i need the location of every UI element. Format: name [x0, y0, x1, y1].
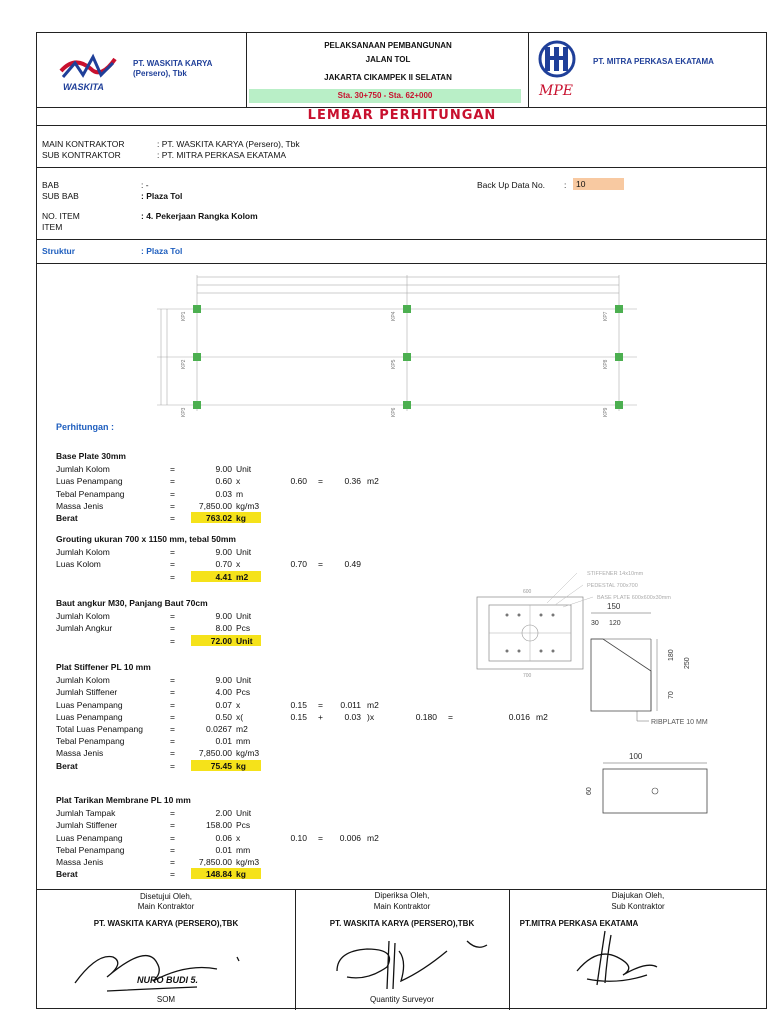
calc-label: Jumlah Stiffener: [56, 820, 118, 831]
calc-result-value: 0.011: [340, 699, 361, 710]
calc-value: 0.180: [415, 711, 437, 722]
perhitungan-label: Perhitungan :: [56, 422, 114, 432]
calc-unit: m2: [367, 476, 379, 487]
column-marker: [403, 353, 411, 361]
calc-value: 0.01: [215, 844, 232, 855]
column-marker: [193, 305, 201, 313]
no-item-value: : 4. Pekerjaan Rangka Kolom: [141, 211, 258, 221]
divider: [37, 263, 767, 264]
calc-label: Jumlah Tampak: [56, 808, 116, 819]
calc-unit: x(: [236, 711, 244, 722]
calc-result-value: 0.016: [508, 711, 530, 722]
dim-180: 180: [668, 649, 675, 661]
dim-600: 600: [523, 589, 532, 595]
calc-unit: m2: [236, 724, 248, 734]
calc-equals: =: [170, 547, 175, 558]
result-value: 4.41: [215, 571, 232, 582]
calc-label: Massa Jenis: [56, 748, 104, 759]
sig-checked-title: Quantity Surveyor: [369, 995, 435, 1004]
signature-approved: [67, 933, 267, 995]
calc-unit: )x: [367, 711, 375, 722]
sub-contractor-value: : PT. MITRA PERKASA EKATAMA: [157, 150, 287, 160]
sheet-title: LEMBAR PERHITUNGAN: [307, 108, 497, 123]
calc-unit: Pcs: [236, 623, 251, 634]
calc-equals: =: [170, 748, 175, 759]
calc-label: Tebal Penampang: [56, 844, 125, 855]
calc-unit: kg/m3: [236, 748, 260, 759]
calc-value: 0.01: [215, 736, 232, 747]
ribplate-label: RIBPLATE 10 MM: [651, 719, 708, 726]
calc-equals: =: [170, 476, 175, 487]
divider: [37, 239, 767, 240]
plan-label: KP4: [391, 311, 397, 321]
waskita-logo: [57, 49, 127, 93]
calc-equals: =: [170, 699, 175, 710]
calc-unit: m2: [536, 711, 548, 722]
calc-operator: =: [318, 559, 323, 570]
result-label: Berat: [56, 760, 78, 771]
sig-checked-sub: Main Kontraktor: [373, 902, 431, 911]
dim-30: 30: [591, 620, 599, 627]
calc-equals: =: [170, 488, 175, 499]
struktur-label: Struktur: [42, 246, 76, 256]
project-line3: JAKARTA CIKAMPEK II SELATAN: [324, 73, 452, 82]
signature-submitted: [557, 927, 667, 989]
dim-60: 60: [586, 787, 593, 795]
column-marker: [193, 353, 201, 361]
calc-value: 9.00: [215, 675, 232, 686]
calc-unit: m2: [367, 699, 379, 710]
backup-colon: :: [564, 180, 567, 190]
calc-value: 0.03: [215, 488, 232, 499]
project-line2: JALAN TOL: [365, 55, 411, 64]
calc-equals: =: [170, 571, 175, 582]
calc-value: 0.15: [290, 711, 307, 722]
calc-equals: =: [170, 832, 175, 843]
calc-label: Jumlah Stiffener: [56, 687, 118, 698]
calc-equals: =: [170, 857, 175, 867]
plan-label: KP8: [603, 359, 609, 369]
plan-label: KP9: [603, 407, 609, 417]
calc-label: Tebal Penampang: [56, 488, 125, 499]
calc-unit: Unit: [236, 675, 252, 686]
sig-submitted-sub: Sub Kontraktor: [611, 902, 665, 911]
calc-result-value: 0.49: [344, 559, 361, 570]
plan-label: KP7: [603, 311, 609, 321]
column-marker: [403, 305, 411, 313]
station-range: Sta. 30+750 - Sta. 62+000: [249, 89, 521, 103]
calc-value: 0.06: [215, 832, 232, 843]
calc-equals: =: [170, 500, 175, 511]
calc-equals: =: [170, 736, 175, 747]
result-unit: Unit: [236, 635, 253, 646]
sig-checked-company: PT. WASKITA KARYA (PERSERO),TBK: [329, 919, 475, 928]
calc-equals: =: [170, 464, 175, 475]
calc-value: 7,850.00: [198, 857, 232, 867]
divider: [37, 167, 767, 168]
calc-operator: =: [318, 476, 323, 487]
dim-70: 70: [668, 691, 675, 699]
calc-equals: =: [170, 760, 175, 771]
plan-label: KP5: [391, 359, 397, 369]
calc-equals: =: [170, 869, 175, 880]
header-center: [247, 33, 529, 107]
dim-150: 150: [607, 602, 621, 611]
divider: [37, 125, 767, 126]
calc-equals: =: [170, 623, 175, 634]
calc-result-value: 0.006: [339, 832, 361, 843]
calc-equals: =: [170, 687, 175, 698]
left-company: PT. WASKITA KARYA (Persero), Tbk: [133, 59, 213, 78]
calc-value: 0.60: [290, 476, 307, 487]
result-unit: kg: [236, 869, 246, 880]
calc-value: 0.15: [290, 699, 307, 710]
project-line1: PELAKSANAAN PEMBANGUNAN: [324, 41, 452, 50]
calc-unit: Pcs: [236, 820, 251, 831]
calc-unit: x: [236, 476, 241, 487]
calc-value: 4.00: [215, 687, 232, 698]
calc-label: Jumlah Kolom: [56, 611, 110, 622]
calc-label: Luas Penampang: [56, 711, 123, 722]
document-frame: [36, 32, 767, 1009]
result-value: 72.00: [210, 635, 232, 646]
column-marker: [403, 401, 411, 409]
calc-label: Massa Jenis: [56, 500, 104, 511]
calc-equals: =: [170, 675, 175, 686]
base-plate-callout: BASE PLATE 600x600x30mm: [597, 595, 671, 601]
calc-value: 0.0267: [206, 724, 232, 734]
calc-label: Jumlah Kolom: [56, 675, 110, 686]
column-marker: [615, 305, 623, 313]
result-value: 763.02: [206, 513, 232, 523]
main-contractor-label: MAIN KONTRAKTOR: [42, 139, 125, 149]
result-value: 148.84: [206, 869, 232, 880]
result-unit: m2: [236, 571, 249, 582]
calc-value: 158.00: [206, 820, 232, 831]
dim-250: 250: [684, 657, 691, 669]
result-value: 75.45: [210, 760, 232, 771]
calc-value: 8.00: [215, 623, 232, 634]
calc-operator: +: [318, 711, 323, 722]
sig-checked-role: Diperiksa Oleh,: [374, 891, 430, 900]
header-right: [529, 33, 767, 107]
no-item-label: NO. ITEM: [42, 211, 80, 221]
stiffener-callout: STIFFENER 14x10mm: [587, 571, 644, 577]
calc-equals: =: [170, 559, 175, 570]
calc-unit: m: [236, 488, 244, 499]
calc-result-value: 0.03: [344, 711, 361, 722]
calc-unit: Unit: [236, 808, 252, 819]
bab-label: BAB: [42, 180, 60, 190]
result-unit: kg: [236, 760, 246, 771]
calc-label: Jumlah Kolom: [56, 547, 110, 558]
sig-approved-title: SOM: [156, 995, 176, 1004]
calc-value: 9.00: [215, 611, 232, 622]
result-label: Berat: [56, 869, 78, 880]
calc-value: 0.60: [215, 476, 232, 487]
result-label: Berat: [56, 513, 78, 523]
sig-approved-company: PT. WASKITA KARYA (PERSERO),TBK: [93, 919, 239, 928]
item-label: ITEM: [42, 222, 63, 232]
section-title: Base Plate 30mm: [56, 451, 126, 461]
dim-700: 700: [523, 673, 532, 679]
plan-label: KP6: [391, 407, 397, 417]
calc-result-value: 0.36: [344, 476, 361, 487]
sub-contractor-label: SUB KONTRAKTOR: [42, 150, 121, 160]
waskita-logo-text: WASKITA: [63, 82, 104, 92]
calc-equals: =: [170, 820, 175, 831]
calc-label: Tebal Penampang: [56, 736, 125, 747]
calc-equals: =: [170, 711, 175, 722]
calc-equals: =: [170, 808, 175, 819]
plan-label: KP1: [181, 311, 187, 321]
dim-100: 100: [629, 752, 643, 761]
header-left: [37, 33, 247, 107]
backup-number: 10: [573, 178, 624, 190]
plan-label: KP3: [181, 407, 187, 417]
pedestal-callout: PEDESTAL 700x700: [587, 583, 638, 589]
calc-unit: m2: [367, 832, 379, 843]
ribplate-detail: [577, 599, 727, 729]
subbab-label: SUB BAB: [42, 191, 79, 201]
membrane-plate-detail: [577, 749, 727, 819]
column-plan-drawing: [147, 269, 647, 419]
calc-label: Luas Penampang: [56, 476, 123, 487]
section-title: Plat Stiffener PL 10 mm: [56, 662, 151, 672]
calc-equals: =: [170, 513, 175, 523]
bab-value: : -: [141, 180, 149, 190]
calc-unit: Unit: [236, 547, 252, 558]
mpe-logo: [535, 39, 583, 79]
section-title: Grouting ukuran 700 x 1150 mm, tebal 50mm: [56, 534, 236, 544]
calc-label: Massa Jenis: [56, 857, 104, 867]
section-title: Baut angkur M30, Panjang Baut 70cm: [56, 598, 208, 608]
right-company: PT. MITRA PERKASA EKATAMA: [593, 57, 714, 66]
calc-value: 0.50: [215, 711, 232, 722]
calc-label: Total Luas Penampang: [56, 724, 143, 734]
backup-label: Back Up Data No.: [477, 180, 546, 190]
dim-120: 120: [609, 620, 621, 627]
calc-operator: =: [318, 699, 323, 710]
calc-unit: Unit: [236, 464, 252, 475]
calc-value: 2.00: [215, 808, 232, 819]
main-contractor-value: : PT. WASKITA KARYA (Persero), Tbk: [157, 139, 300, 149]
subbab-value: : Plaza Tol: [141, 191, 183, 201]
calc-unit: Pcs: [236, 687, 251, 698]
calc-value: 0.07: [215, 699, 232, 710]
calc-unit: Unit: [236, 611, 252, 622]
calc-label: Jumlah Angkur: [56, 623, 113, 634]
calc-value: 7,850.00: [198, 500, 232, 511]
calc-unit: x: [236, 699, 241, 710]
calc-unit: x: [236, 832, 241, 843]
result-unit: kg: [236, 513, 246, 523]
sig-submitted-company: PT.MITRA PERKASA EKATAMA: [519, 919, 639, 928]
calc-unit: mm: [236, 736, 251, 747]
calc-equals: =: [170, 724, 175, 734]
calc-label: Luas Penampang: [56, 699, 123, 710]
calc-equals: =: [170, 611, 175, 622]
divider: [37, 889, 767, 890]
sig-submitted-role: Diajukan Oleh,: [611, 891, 665, 900]
calc-operator: =: [448, 711, 453, 722]
calc-unit: kg/m3: [236, 500, 260, 511]
calc-value: 9.00: [215, 547, 232, 558]
calc-value: 0.70: [215, 559, 232, 570]
section-title: Plat Tarikan Membrane PL 10 mm: [56, 795, 191, 805]
calc-unit: kg/m3: [236, 857, 260, 867]
calc-equals: =: [170, 635, 175, 646]
calc-value: 0.10: [290, 832, 307, 843]
calc-operator: =: [318, 832, 323, 843]
calc-value: 9.00: [215, 464, 232, 475]
plan-label: KP2: [181, 359, 187, 369]
calc-equals: =: [170, 844, 175, 855]
calc-value: 7,850.00: [198, 748, 232, 759]
column-marker: [615, 401, 623, 409]
signature-name: NURO BUDI 5.: [137, 975, 199, 985]
calc-unit: mm: [236, 844, 251, 855]
struktur-value: : Plaza Tol: [141, 246, 183, 256]
calc-unit: x: [236, 559, 241, 570]
calc-label: Jumlah Kolom: [56, 464, 110, 475]
column-marker: [193, 401, 201, 409]
calc-value: 0.70: [290, 559, 307, 570]
column-marker: [615, 353, 623, 361]
sig-approved-role: Disetujui Oleh,: [139, 892, 193, 901]
signature-checked: [327, 931, 497, 993]
sig-approved-sub: Main Kontraktor: [137, 902, 195, 911]
calc-label: Luas Kolom: [56, 559, 101, 570]
calc-label: Luas Penampang: [56, 832, 123, 843]
mpe-logo-text: MPE: [539, 83, 573, 99]
